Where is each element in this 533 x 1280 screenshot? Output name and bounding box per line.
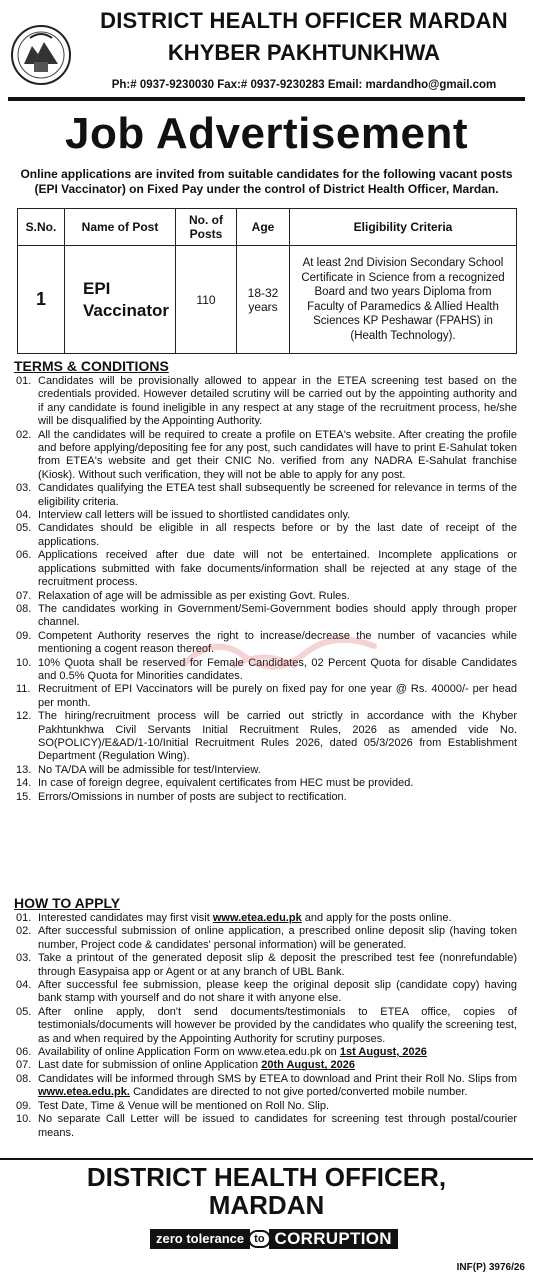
list-item-number: 08. (16, 1072, 32, 1085)
list-item (0, 912, 533, 925)
list-item (0, 979, 533, 1006)
zero-tolerance-banner (150, 1228, 398, 1250)
cell-eligibility: At least 2nd Division Secondary School Certificate in Science from a recognized Board and two years Diploma from Faculty of Paramedics & Allied Health Sciences KP Peshawar (FPAHS) in (Health Technology). (290, 246, 517, 354)
list-item-number: 05. (16, 1005, 32, 1018)
list-item (0, 1100, 533, 1113)
list-item-text: Candidates qualifying the ETEA test shall subsequently be screened for relevance in terms of the eligibility criteria. (38, 482, 517, 508)
website-link[interactable]: www.etea.edu.pk. (38, 1086, 130, 1099)
list-item (0, 482, 533, 509)
list-item-text (38, 1046, 517, 1059)
header-title: DISTRICT HEALTH OFFICER MARDAN (100, 8, 508, 33)
zero-tolerance-label: zero tolerance (150, 1229, 250, 1249)
header-subtitle: KHYBER PAKHTUNKHWA (167, 40, 441, 65)
list-item (0, 522, 533, 549)
list-item (0, 509, 533, 522)
list-item-number: 04. (16, 979, 32, 992)
list-item-text-part: and apply for the posts online. (301, 912, 452, 924)
list-item-text: No TA/DA will be admissible for test/Interview. (38, 763, 261, 776)
table-header-row (18, 209, 517, 246)
list-item-number: 13. (16, 763, 32, 776)
list-item-text-part: No separate Call Letter will be issued to candidates for screening test through postal/courier means. (38, 1113, 517, 1139)
list-item-text-part: Interested candidates may first visit (38, 912, 213, 924)
intro-paragraph: Online applications are invited from suitable candidates for the following vacant posts (EPI Vaccinator) on Fixed Pay under the control of District Health Officer, Mardan. (20, 167, 513, 196)
list-item (0, 710, 533, 764)
list-item (0, 375, 533, 429)
col-header-age: Age (237, 209, 290, 246)
list-item (0, 1073, 533, 1100)
list-item-text-part: Candidates will be informed through SMS by ETEA to download and Print their Roll No. Slips from (38, 1072, 517, 1085)
list-item-text (38, 1073, 517, 1100)
list-item (0, 683, 533, 710)
date-highlight: 20th August, 2026 (261, 1059, 355, 1072)
list-item-number: 02. (16, 925, 32, 938)
list-item-number: 03. (16, 482, 32, 495)
list-item-text: Recruitment of EPI Vaccinators will be purely on fixed pay for one year @ Rs. 40000/- per head per month. (38, 683, 517, 709)
list-item (0, 630, 533, 657)
header-divider (8, 97, 525, 101)
list-item-number: 04. (16, 509, 32, 522)
list-item-text: All the candidates will be required to create a profile on ETEA's website. After creating the profile and before applying/depositing fee for any post, such candidates will have to print E-Sahulat token from ETEA's website and get their CNIC No. verified from any NADRA E-Sahulat franchise (Kiosk). Without such verification, they will not be able to apply for any post. (38, 428, 517, 481)
cell-posts: 110 (176, 246, 237, 354)
list-item-text: The hiring/recruitment process will be carried out strictly in accordance with the Khyber Pakhtunkhwa Civil Servants Initial Recruitment Rules, 2026 as amended vide No. SO(POLICY)/E&AD/1-10/Initial Recruitment Rules 2026, dated 05/3/2026 from Establishment Department (Regulation Wing). (38, 710, 517, 763)
col-header-eligibility: Eligibility Criteria (290, 209, 517, 246)
inf-reference: INF(P) 3976/26 (456, 1262, 525, 1273)
list-item (0, 657, 533, 684)
footer-subtitle: MARDAN (208, 1190, 325, 1220)
list-item-number: 06. (16, 549, 32, 562)
cell-post: EPI Vaccinator (65, 246, 176, 354)
list-item (0, 1113, 533, 1140)
list-item (0, 549, 533, 589)
list-item (0, 1046, 533, 1059)
list-item-number: 08. (16, 602, 32, 615)
list-item-text: Relaxation of age will be admissible as per existing Govt. Rules. (38, 589, 350, 602)
list-item-number: 14. (16, 777, 32, 790)
col-header-sno: S.No. (18, 209, 65, 246)
list-item (0, 590, 533, 603)
list-item-text-part: After successful submission of online application, a prescribed online deposit slip (having token number, Project code & candidates' personal information) will be generated. (38, 925, 517, 951)
list-item-text: Candidates will be provisionally allowed to appear in the ETEA screening test based on the credentials provided. However detailed scrutiny will be carried out by the appointing authority and if any candidate is found ineligible in any respect at any stage of the recruitment process, he/she will be disqualified by the Appointing Authority. (38, 375, 517, 428)
list-item-number: 01. (16, 912, 32, 924)
list-item-text-part: Test Date, Time & Venue will be mentioned on Roll No. Slip. (38, 1099, 330, 1112)
list-item-number: 10. (16, 656, 32, 669)
list-item-number: 06. (16, 1046, 32, 1059)
list-item-number: 12. (16, 710, 32, 723)
list-item-text (38, 1100, 517, 1113)
terms-heading: TERMS & CONDITIONS (14, 358, 169, 374)
list-item-text (38, 925, 517, 952)
list-item-text (38, 912, 517, 925)
job-advertisement-title: Job Advertisement (65, 109, 468, 158)
footer-divider (0, 1158, 533, 1160)
list-item-text (38, 1059, 517, 1072)
footer-title: DISTRICT HEALTH OFFICER, (86, 1162, 447, 1192)
list-item (0, 925, 533, 952)
list-item-text: Errors/Omissions in number of posts are subject to rectification. (38, 790, 347, 803)
list-item-text: The candidates working in Government/Semi-Government bodies should apply through proper channel. (38, 602, 517, 629)
kp-government-logo-icon (10, 24, 72, 86)
list-item-text-part: Candidates are directed to not give ported/converted mobile number. (129, 1086, 468, 1099)
list-item-text (38, 1006, 517, 1046)
header-contact: Ph:# 0937-9230030 Fax:# 0937-9230283 Email: mardandho@gmail.com (111, 79, 497, 91)
list-item-text: In case of foreign degree, equivalent certificates from HEC must be provided. (38, 777, 414, 790)
list-item (0, 764, 533, 777)
list-item-number: 09. (16, 1099, 32, 1112)
list-item-number: 07. (16, 1059, 32, 1072)
list-item-text-part: Availability of online Application Form on www.etea.edu.pk on (38, 1046, 340, 1059)
list-item-number: 11. (16, 683, 31, 696)
corruption-label: CORRUPTION (269, 1229, 398, 1249)
website-link[interactable]: www.etea.edu.pk (212, 912, 302, 924)
col-header-posts: No. of Posts (176, 209, 237, 246)
list-item-text-part: After online apply, don't send documents/testimonials to ETEA office, copies of testimonials/documents will however be provided by the candidates who qualify the screening test, as and when required by the Appointing Authority for scrutiny purposes. (38, 1005, 517, 1045)
list-item (0, 791, 533, 804)
date-highlight: 1st August, 2026 (339, 1046, 427, 1059)
posts-table (17, 208, 517, 354)
list-item (0, 1059, 533, 1072)
list-item-text: Interview call letters will be issued to shortlisted candidates only. (38, 509, 351, 522)
list-item-number: 10. (16, 1113, 32, 1126)
list-item-text (38, 952, 517, 979)
list-item-number: 02. (16, 428, 32, 441)
cell-age: 18-32 years (237, 246, 290, 354)
list-item-text: Applications received after due date will not be entertained. Incomplete applications or applications submitted with fake documents/information shall be rejected at any stage of the recruitment process. (38, 549, 517, 589)
list-item (0, 603, 533, 630)
list-item-text (38, 1113, 517, 1140)
to-label: to (248, 1230, 270, 1248)
list-item-number: 05. (16, 522, 32, 535)
terms-list (0, 375, 533, 804)
table-row (18, 246, 517, 354)
col-header-post: Name of Post (65, 209, 176, 246)
list-item (0, 429, 533, 483)
list-item-text-part: After successful fee submission, please keep the original deposit slip (candidate copy) having bank stamp with yourself and do not share it with anyone else. (38, 979, 517, 1005)
list-item (0, 777, 533, 790)
how-to-apply-heading: HOW TO APPLY (14, 895, 121, 911)
list-item-number: 03. (16, 952, 32, 965)
list-item (0, 1006, 533, 1046)
list-item-number: 01. (16, 375, 32, 387)
list-item-text-part: Last date for submission of online Application (38, 1059, 262, 1072)
list-item-text: Candidates should be eligible in all respects before or by the last date of receipt of the applications. (38, 522, 517, 548)
list-item-number: 07. (16, 589, 32, 602)
list-item-number: 15. (16, 790, 32, 803)
list-item-number: 09. (16, 629, 32, 642)
list-item-text-part: Take a printout of the generated deposit slip & deposit the prescribed test fee (nonrefundable) through Easypaisa app or Agent or at any branch of UBL Bank. (38, 952, 517, 978)
cell-sno: 1 (18, 246, 65, 354)
list-item (0, 952, 533, 979)
list-item-text: 10% Quota shall be reserved for Female Candidates, 02 Percent Quota for disable Candidates and 0.5% Quota for Minorities candidates. (38, 656, 517, 682)
list-item-text (38, 979, 517, 1006)
how-to-apply-list (0, 912, 533, 1140)
list-item-text: Competent Authority reserves the right to increase/decrease the number of vacancies while mentioning a cogent reason thereof. (38, 629, 517, 656)
